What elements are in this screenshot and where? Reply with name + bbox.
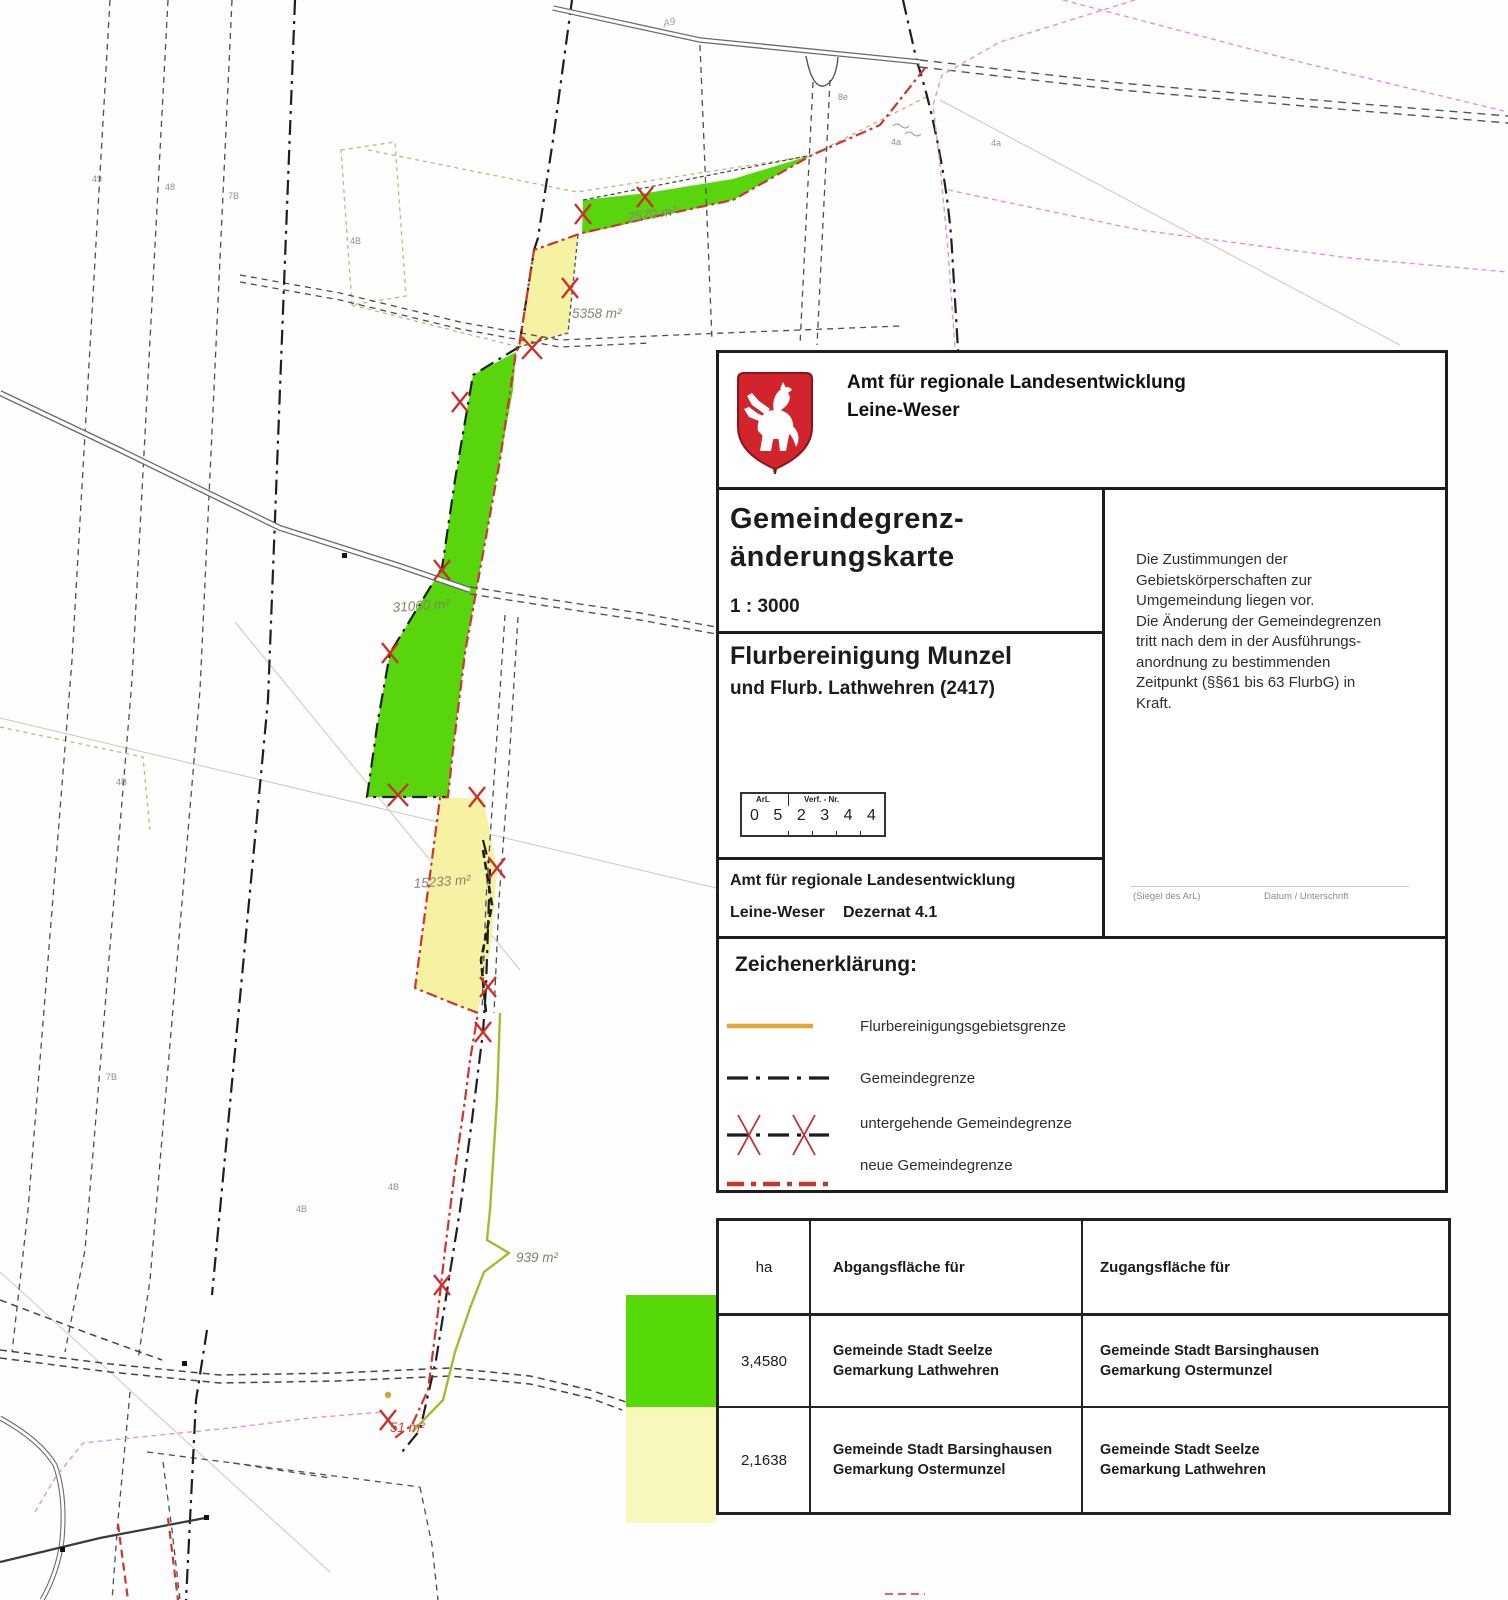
approval-line: Zeitpunkt (§§61 bis 63 FlurbG) in <box>1136 674 1356 691</box>
refbox-digit: 3 <box>820 807 830 824</box>
header-abgangsflaeche-label: Abgangsfläche für <box>833 1258 965 1276</box>
map-scale: 1 : 3000 <box>730 596 800 617</box>
parcel-label: 4B <box>388 1182 400 1192</box>
approval-line: Gebietskörperschaften zur <box>1136 571 1312 589</box>
refbox-digit: 4 <box>843 807 853 824</box>
header-zugangsflaeche-label: Zugangsfläche für <box>1100 1258 1231 1276</box>
map-title-section <box>719 490 1102 634</box>
area-exchange-table <box>716 1218 1451 1515</box>
parcel-label: 48 <box>165 182 176 192</box>
office-department: Dezernat 4.1 <box>843 904 938 921</box>
panel-header <box>719 353 1445 490</box>
parcel-label: 4B <box>350 236 362 246</box>
seal-label: (Siegel des ArL) <box>1133 891 1201 902</box>
road-bottom-2 <box>0 1358 622 1410</box>
coat-of-arms-lower-saxony <box>736 371 814 475</box>
parcel-label: 49 <box>92 174 103 184</box>
parcel-label: 7B <box>106 1072 118 1082</box>
area-label: 51 m² <box>390 1420 425 1435</box>
road-middle-dashed-1 <box>470 587 716 627</box>
parcel-label: 4B <box>116 777 128 787</box>
map-title-line1: Gemeindegrenz- <box>730 503 965 535</box>
title-block-panel <box>716 350 1448 1193</box>
header-zugangsflaeche <box>1083 1221 1448 1313</box>
gemarkung: Gemarkung Lathwehren <box>1100 1462 1266 1478</box>
area-label: 31060 m² <box>392 596 451 615</box>
refbox-tick <box>788 831 789 836</box>
gemarkung: Gemarkung Lathwehren <box>833 1363 999 1379</box>
approval-line: Die Änderung der Gemeindegrenzen <box>1136 612 1382 630</box>
legend-label: Flurbereinigungsgebietsgrenze <box>860 1018 1066 1035</box>
map-title <box>730 500 964 576</box>
row-zugang-cell <box>1083 1316 1448 1406</box>
approval-line: Umgemeindung liegen vor. <box>1136 592 1315 609</box>
municipality: Gemeinde Stadt Seelze <box>1100 1442 1260 1458</box>
green-area-strip <box>367 352 516 797</box>
area-label: 5358 m² <box>572 306 622 321</box>
road-middle <box>0 393 470 590</box>
parcel-label: 4a <box>991 138 1002 148</box>
flurbereinigung-boundary <box>385 1013 509 1432</box>
legend-section <box>719 936 1445 1193</box>
row-abgang-cell <box>811 1316 1083 1406</box>
agency-line2: Leine-Weser <box>847 400 960 421</box>
header-abgangsflaeche <box>811 1221 1083 1313</box>
refbox-digit: 2 <box>796 807 806 824</box>
signature-line <box>1131 886 1409 887</box>
gemarkung: Gemarkung Ostermunzel <box>833 1462 1006 1478</box>
table-row-green <box>719 1316 1448 1408</box>
obsolete-municipal-boundary-symbol <box>725 1107 845 1163</box>
road-culvert <box>806 56 838 86</box>
parcel-label: 8e <box>838 92 849 102</box>
refbox-tick <box>860 831 861 836</box>
procedure-subname: und Flurb. Lathwehren (2417) <box>730 678 995 699</box>
road-top <box>553 8 920 62</box>
parcel-label: 4a <box>891 137 902 147</box>
legend-label: neue Gemeindegrenze <box>860 1157 1013 1174</box>
refbox-col1-header: ArL <box>756 795 770 804</box>
area-label: 939 m² <box>516 1250 559 1265</box>
parcel-label: 7B <box>228 191 240 201</box>
approval-line: Die Zustimmungen der <box>1136 551 1288 568</box>
row-zugang-cell <box>1083 1408 1448 1512</box>
flurbereinigung-boundary-symbol <box>725 1009 845 1065</box>
road-topright-1 <box>920 60 1508 116</box>
procedure-name: Flurbereinigung Munzel <box>730 642 1012 670</box>
refbox-divider <box>788 794 789 806</box>
refbox-col2-header: Verf. - Nr. <box>804 795 840 804</box>
row-ha-value: 2,1638 <box>719 1408 811 1512</box>
refbox-tick <box>836 831 837 836</box>
table-swatch-yellow <box>626 1407 716 1523</box>
yellow-area-strip <box>415 798 497 1013</box>
refbox-digit: 0 <box>750 807 759 824</box>
agency-line1: Amt für regionale Landesentwicklung <box>847 372 1186 393</box>
green-area-triangle <box>582 155 812 234</box>
panel-left-column <box>719 490 1105 936</box>
obsolete-boundary-x-marks <box>380 187 653 1430</box>
municipality: Gemeinde Stadt Seelze <box>833 1343 993 1359</box>
refbox-digits <box>742 807 884 825</box>
x-mark <box>452 392 468 412</box>
road-dark-segment <box>0 1518 205 1562</box>
parcel-label: 4B <box>296 1204 308 1214</box>
approval-line: tritt nach dem in der Ausführungs- <box>1136 633 1362 650</box>
issuing-office-section <box>719 860 1102 936</box>
legend-heading: Zeichenerklärung: <box>735 953 918 976</box>
road-topright-2 <box>920 67 1508 123</box>
table-header-row <box>719 1221 1448 1316</box>
approval-statement <box>1136 550 1436 714</box>
road-bottom-branch <box>0 1300 162 1360</box>
refbox-tick <box>812 831 813 836</box>
refbox-digit: 4 <box>867 807 876 824</box>
legend-label: untergehende Gemeindegrenze <box>860 1115 1072 1132</box>
header-ha: ha <box>719 1221 811 1313</box>
agency-name <box>847 369 1186 425</box>
approval-line: Kraft. <box>1136 694 1172 712</box>
road-middle-dashed-2 <box>470 594 716 634</box>
legend-label: Gemeindegrenze <box>860 1070 976 1087</box>
reference-number-box <box>740 792 886 837</box>
office-region: Leine-Weser <box>730 904 825 921</box>
gemarkung: Gemarkung Ostermunzel <box>1100 1363 1273 1379</box>
date-signature-label: Datum / Unterschrift <box>1264 891 1349 902</box>
municipality: Gemeinde Stadt Barsinghausen <box>1100 1343 1320 1359</box>
approval-line: anordnung zu bestimmenden <box>1136 653 1331 671</box>
panel-right-column <box>1108 490 1445 936</box>
area-label: 2570 m² <box>626 203 678 225</box>
new-municipal-boundary-symbol <box>725 1167 845 1223</box>
row-ha-value: 3,4580 <box>719 1316 811 1406</box>
grass-symbols <box>893 124 921 136</box>
row-abgang-cell <box>811 1408 1083 1512</box>
refbox-digit: 5 <box>773 807 783 824</box>
road-label: A9 <box>662 16 677 30</box>
office-name: Amt für regionale Landesentwicklung <box>730 872 1016 889</box>
lower-saxony-shield-icon <box>736 371 814 475</box>
municipality: Gemeinde Stadt Barsinghausen <box>833 1442 1053 1458</box>
procedure-section <box>719 634 1102 860</box>
area-label: 15233 m² <box>413 872 472 891</box>
x-mark <box>434 1275 450 1295</box>
junction-dots <box>60 553 347 1552</box>
table-row-yellow <box>719 1408 1448 1512</box>
table-swatch-green <box>626 1295 716 1407</box>
map-title-line2: änderungskarte <box>730 541 955 573</box>
